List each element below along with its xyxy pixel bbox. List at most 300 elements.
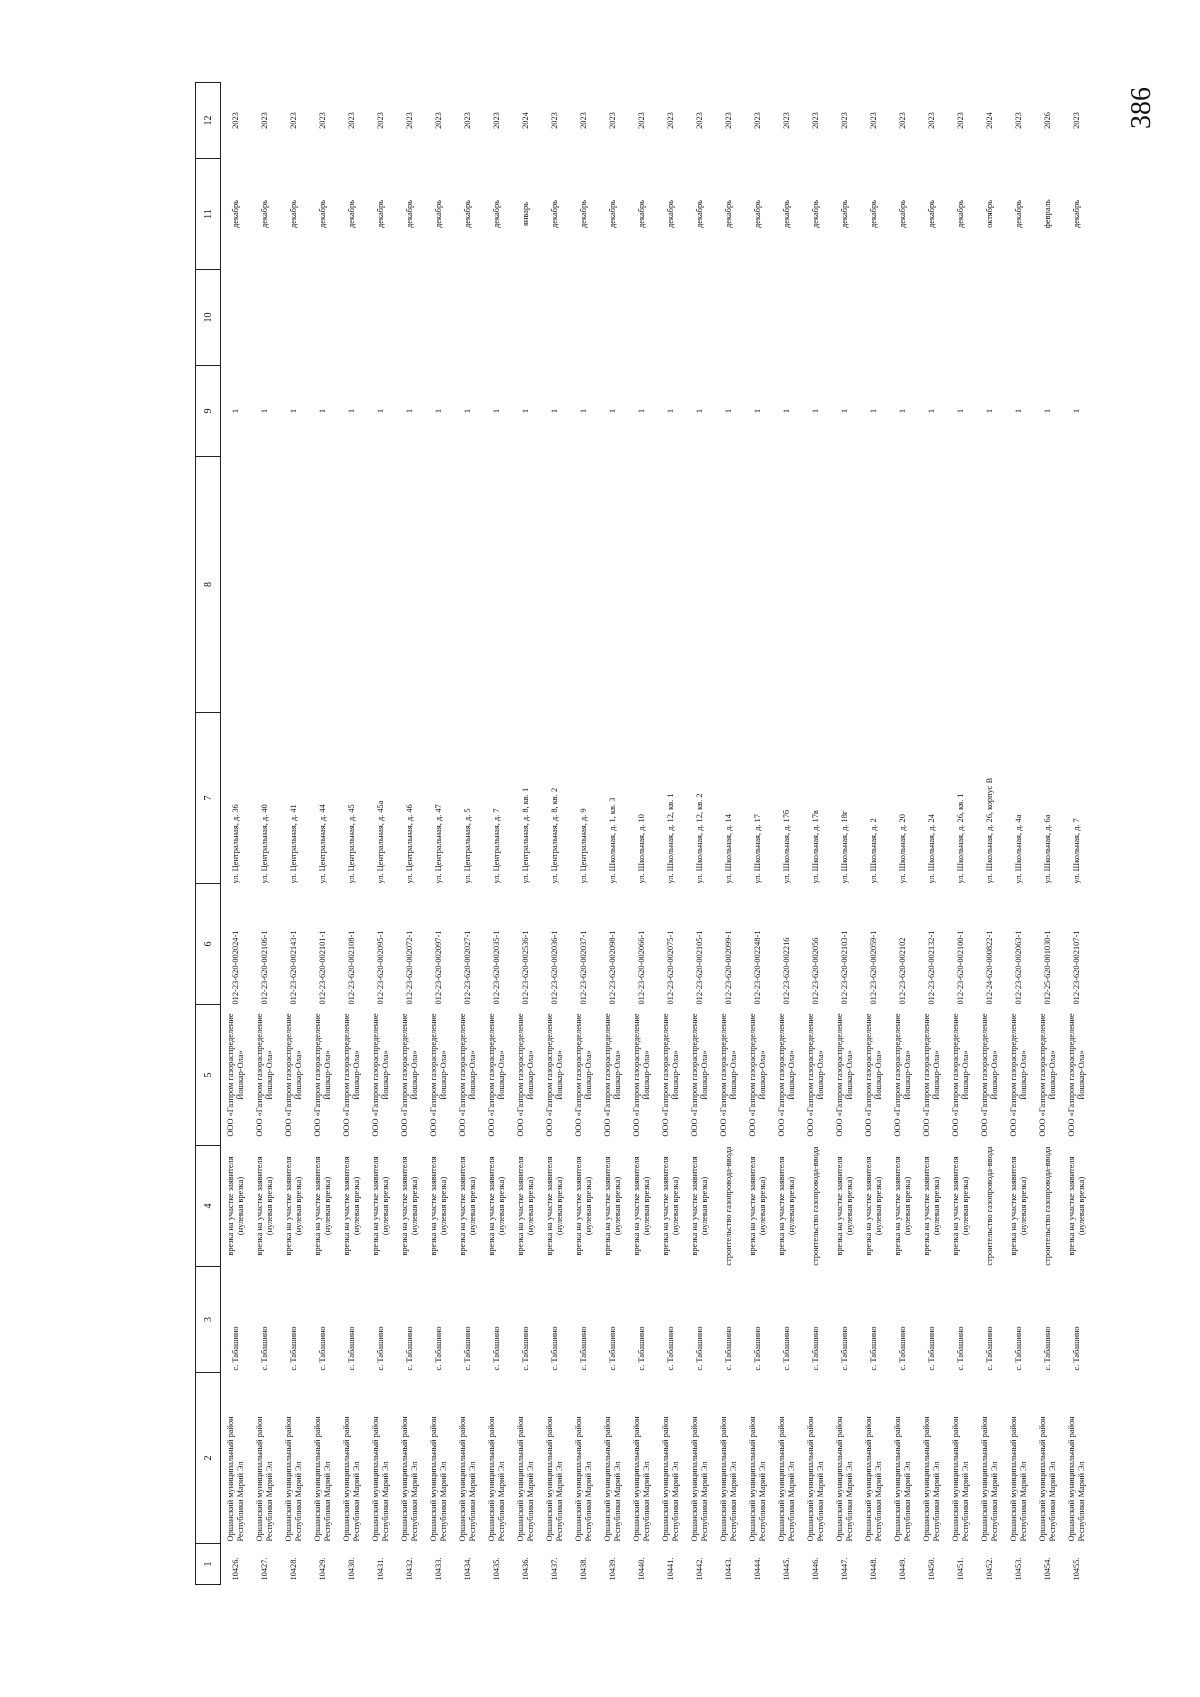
quantity-cell: 1	[375, 408, 385, 414]
work-type-cell: врезка на участке заявителя (нулевая врезка)	[922, 1156, 941, 1256]
col-header-1: 1	[196, 1544, 221, 1585]
empty-cell-8	[598, 457, 627, 713]
organization-cell: ООО «Газпром газораспределение Йошкар-Ола»	[632, 1013, 651, 1137]
address-cell: ул. Школьная, д. 2	[868, 818, 878, 884]
work-type-cell: врезка на участке заявителя (нулевая врезка)	[342, 1156, 361, 1256]
quantity-cell: 1	[346, 408, 356, 414]
locality-cell: с. Табашино	[665, 1326, 675, 1371]
table-row	[859, 83, 888, 1585]
locality-cell: с. Табашино	[520, 1326, 530, 1371]
address-cell: ул. Центральная, д. 40	[259, 804, 269, 884]
table-row	[917, 83, 946, 1585]
month-cell: декабрь	[375, 200, 385, 228]
year-cell: 2023	[897, 112, 907, 129]
address-cell: ул. Школьная, д. 4а	[1013, 814, 1023, 884]
empty-cell-8	[569, 457, 598, 713]
year-cell: 2026	[1042, 112, 1052, 129]
month-cell: декабрь	[230, 200, 240, 228]
col-header-11: 11	[196, 159, 221, 270]
work-type-cell: строительство газопровода-ввода	[984, 1146, 994, 1266]
locality-cell: с. Табашино	[578, 1326, 588, 1371]
work-type-cell: врезка на участке заявителя (нулевая врезка)	[661, 1156, 680, 1256]
row-number: 10444.	[752, 1557, 762, 1581]
row-number: 10450.	[926, 1557, 936, 1581]
organization-cell: ООО «Газпром газораспределение Йошкар-Ола»	[255, 1013, 274, 1137]
work-type-cell: врезка на участке заявителя (нулевая врезка)	[1009, 1156, 1028, 1256]
work-type-cell: врезка на участке заявителя (нулевая врезка)	[487, 1156, 506, 1256]
application-code-cell: 012-23-620-002102	[897, 937, 907, 1005]
organization-cell: ООО «Газпром газораспределение Йошкар-Ола»	[284, 1013, 303, 1137]
quantity-cell: 1	[694, 408, 704, 414]
empty-cell-8	[801, 457, 830, 713]
quantity-cell: 1	[404, 408, 414, 414]
empty-cell-10	[1062, 270, 1091, 366]
organization-cell: ООО «Газпром газораспределение Йошкар-Ола»	[487, 1013, 506, 1137]
table-row	[424, 83, 453, 1585]
organization-cell: ООО «Газпром газораспределение Йошкар-Ола»	[1067, 1013, 1086, 1137]
row-number: 10454.	[1042, 1557, 1052, 1581]
quantity-cell: 1	[317, 408, 327, 414]
empty-cell-10	[975, 270, 1004, 366]
month-cell: декабрь	[665, 200, 675, 228]
month-cell: февраль	[1042, 199, 1052, 229]
month-cell: декабрь	[549, 200, 559, 228]
year-cell: 2023	[317, 112, 327, 129]
empty-cell-10	[598, 270, 627, 366]
locality-cell: с. Табашино	[1042, 1326, 1052, 1371]
work-type-cell: врезка на участке заявителя (нулевая врезка)	[835, 1156, 854, 1256]
year-cell: 2023	[491, 112, 501, 129]
row-number: 10434.	[462, 1557, 472, 1581]
quantity-cell: 1	[839, 408, 849, 414]
empty-cell-8	[1004, 457, 1033, 713]
district-cell: Оршанский муниципальный район Республики Марий Эл	[284, 1416, 303, 1542]
table-row	[975, 83, 1004, 1585]
locality-cell: с. Табашино	[897, 1326, 907, 1371]
empty-cell-10	[569, 270, 598, 366]
empty-cell-8	[656, 457, 685, 713]
quantity-cell: 1	[230, 408, 240, 414]
work-type-cell: врезка на участке заявителя (нулевая врезка)	[371, 1156, 390, 1256]
row-number: 10440.	[636, 1557, 646, 1581]
application-code-cell: 012-25-620-001030-1	[1042, 930, 1052, 1005]
empty-cell-10	[424, 270, 453, 366]
year-cell: 2023	[868, 112, 878, 129]
year-cell: 2023	[694, 112, 704, 129]
quantity-cell: 1	[897, 408, 907, 414]
empty-cell-10	[250, 270, 279, 366]
row-number: 10427.	[259, 1557, 269, 1581]
empty-cell-10	[395, 270, 424, 366]
quantity-cell: 1	[491, 408, 501, 414]
address-cell: ул. Школьная, д. 17б	[781, 809, 791, 884]
empty-cell-10	[801, 270, 830, 366]
col-header-8: 8	[196, 457, 221, 713]
row-number: 10432.	[404, 1557, 414, 1581]
month-cell: декабрь	[897, 200, 907, 228]
district-cell: Оршанский муниципальный район Республики Марий Эл	[806, 1416, 825, 1542]
work-type-cell: строительство газопровода-ввода	[723, 1146, 733, 1266]
table-row	[1033, 83, 1062, 1585]
application-code-cell: 012-23-620-002536-1	[520, 930, 530, 1005]
application-code-cell: 012-23-620-002105-1	[694, 930, 704, 1005]
address-cell: ул. Школьная, д. 17	[752, 814, 762, 884]
work-type-cell: врезка на участке заявителя (нулевая врезка)	[545, 1156, 564, 1256]
address-cell: ул. Центральная, д. 8, кв. 2	[549, 787, 559, 884]
organization-cell: ООО «Газпром газораспределение Йошкар-Ола»	[545, 1013, 564, 1137]
district-cell: Оршанский муниципальный район Республики Марий Эл	[516, 1416, 535, 1542]
organization-cell: ООО «Газпром газораспределение Йошкар-Ола»	[371, 1013, 390, 1137]
locality-cell: с. Табашино	[288, 1326, 298, 1371]
month-cell: декабрь	[404, 200, 414, 228]
organization-cell: ООО «Газпром газораспределение Йошкар-Ола»	[719, 1013, 738, 1137]
empty-cell-10	[279, 270, 308, 366]
district-cell: Оршанский муниципальный район Республики Марий Эл	[632, 1416, 651, 1542]
application-code-cell: 012-23-620-002101-1	[317, 930, 327, 1005]
district-cell: Оршанский муниципальный район Республики Марий Эл	[690, 1416, 709, 1542]
district-cell: Оршанский муниципальный район Республики Марий Эл	[342, 1416, 361, 1542]
locality-cell: с. Табашино	[1013, 1326, 1023, 1371]
year-cell: 2024	[984, 112, 994, 129]
address-cell: ул. Школьная, д. 20	[897, 814, 907, 884]
district-cell: Оршанский муниципальный район Республики Марий Эл	[719, 1416, 738, 1542]
row-number: 10449.	[897, 1557, 907, 1581]
table-row	[482, 83, 511, 1585]
district-cell: Оршанский муниципальный район Республики Марий Эл	[661, 1416, 680, 1542]
locality-cell: с. Табашино	[1071, 1326, 1081, 1371]
month-cell: декабрь	[462, 200, 472, 228]
organization-cell: ООО «Газпром газораспределение Йошкар-Ола»	[429, 1013, 448, 1137]
quantity-cell: 1	[752, 408, 762, 414]
application-code-cell: 012-23-620-002107-1	[1071, 930, 1081, 1005]
work-type-cell: врезка на участке заявителя (нулевая врезка)	[226, 1156, 245, 1256]
table-row	[830, 83, 859, 1585]
empty-cell-8	[424, 457, 453, 713]
table-row	[221, 83, 251, 1585]
empty-cell-8	[1033, 457, 1062, 713]
empty-cell-10	[888, 270, 917, 366]
application-code-cell: 012-23-620-002108-1	[346, 930, 356, 1005]
year-cell: 2023	[1071, 112, 1081, 129]
application-code-cell: 012-23-620-002059-1	[868, 930, 878, 1005]
table-row	[627, 83, 656, 1585]
col-header-10: 10	[196, 270, 221, 366]
organization-cell: ООО «Газпром газораспределение Йошкар-Ола»	[748, 1013, 767, 1137]
address-cell: ул. Школьная, д. 12, кв. 1	[665, 793, 675, 884]
locality-cell: с. Табашино	[868, 1326, 878, 1371]
address-cell: ул. Школьная, д. 1, кв. 3	[607, 797, 617, 884]
organization-cell: ООО «Газпром газораспределение Йошкар-Ола»	[777, 1013, 796, 1137]
row-number: 10441.	[665, 1557, 675, 1581]
empty-cell-10	[482, 270, 511, 366]
year-cell: 2023	[810, 112, 820, 129]
locality-cell: с. Табашино	[433, 1326, 443, 1371]
quantity-cell: 1	[955, 408, 965, 414]
quantity-cell: 1	[781, 408, 791, 414]
empty-cell-10	[917, 270, 946, 366]
district-cell: Оршанский муниципальный район Республики Марий Эл	[922, 1416, 941, 1542]
empty-cell-10	[743, 270, 772, 366]
empty-cell-8	[743, 457, 772, 713]
locality-cell: с. Табашино	[491, 1326, 501, 1371]
row-number: 10429.	[317, 1557, 327, 1581]
table-row	[714, 83, 743, 1585]
year-cell: 2023	[955, 112, 965, 129]
application-code-cell: 012-23-620-002143-1	[288, 930, 298, 1005]
organization-cell: ООО «Газпром газораспределение Йошкар-Ола»	[922, 1013, 941, 1137]
row-number: 10428.	[288, 1557, 298, 1581]
application-code-cell: 012-23-620-002024-1	[230, 930, 240, 1005]
table-row	[1004, 83, 1033, 1585]
district-cell: Оршанский муниципальный район Республики Марий Эл	[951, 1416, 970, 1542]
row-number: 10433.	[433, 1557, 443, 1581]
address-cell: ул. Центральная, д. 41	[288, 804, 298, 884]
application-code-cell: 012-23-620-002098-1	[607, 930, 617, 1005]
empty-cell-10	[946, 270, 975, 366]
month-cell: декабрь	[317, 200, 327, 228]
application-code-cell: 012-23-620-002075-1	[665, 930, 675, 1005]
application-code-cell: 012-23-620-002036-1	[549, 930, 559, 1005]
district-cell: Оршанский муниципальный район Республики Марий Эл	[748, 1416, 767, 1542]
empty-cell-8	[975, 457, 1004, 713]
row-number: 10426.	[230, 1557, 240, 1581]
application-code-cell: 012-23-620-002056	[810, 937, 820, 1005]
district-cell: Оршанский муниципальный район Республики Марий Эл	[864, 1416, 883, 1542]
col-header-9: 9	[196, 366, 221, 457]
row-number: 10430.	[346, 1557, 356, 1581]
work-type-cell: врезка на участке заявителя (нулевая врезка)	[516, 1156, 535, 1256]
year-cell: 2023	[781, 112, 791, 129]
district-cell: Оршанский муниципальный район Республики Марий Эл	[429, 1416, 448, 1542]
address-cell: ул. Центральная, д. 44	[317, 804, 327, 884]
month-cell: декабрь	[433, 200, 443, 228]
quantity-cell: 1	[520, 408, 530, 414]
locality-cell: с. Табашино	[462, 1326, 472, 1371]
work-type-cell: врезка на участке заявителя (нулевая врезка)	[603, 1156, 622, 1256]
empty-cell-8	[511, 457, 540, 713]
page-number: 386	[1126, 87, 1157, 129]
address-cell: ул. Школьная, д. 6а	[1042, 814, 1052, 884]
address-cell: ул. Школьная, д. 10	[636, 814, 646, 884]
locality-cell: с. Табашино	[636, 1326, 646, 1371]
work-type-cell: врезка на участке заявителя (нулевая врезка)	[777, 1156, 796, 1256]
locality-cell: с. Табашино	[984, 1326, 994, 1371]
work-type-cell: врезка на участке заявителя (нулевая врезка)	[400, 1156, 419, 1256]
quantity-cell: 1	[462, 408, 472, 414]
address-cell: ул. Школьная, д. 26, кв. 1	[955, 793, 965, 884]
rotated-table-container	[195, 95, 1155, 1585]
table-row	[453, 83, 482, 1585]
work-type-cell: врезка на участке заявителя (нулевая врезка)	[313, 1156, 332, 1256]
row-number: 10452.	[984, 1557, 994, 1581]
month-cell: декабрь	[1071, 200, 1081, 228]
empty-cell-10	[859, 270, 888, 366]
address-cell: ул. Школьная, д. 26, корпус В	[984, 777, 994, 884]
year-cell: 2023	[1013, 112, 1023, 129]
year-cell: 2023	[578, 112, 588, 129]
application-code-cell: 012-23-620-002248-1	[752, 930, 762, 1005]
year-cell: 2023	[665, 112, 675, 129]
empty-cell-8	[453, 457, 482, 713]
district-cell: Оршанский муниципальный район Республики Марий Эл	[313, 1416, 332, 1542]
address-cell: ул. Школьная, д. 17в	[810, 810, 820, 884]
quantity-cell: 1	[259, 408, 269, 414]
row-number: 10455.	[1071, 1557, 1081, 1581]
row-number: 10451.	[955, 1557, 965, 1581]
quantity-cell: 1	[665, 408, 675, 414]
locality-cell: с. Табашино	[259, 1326, 269, 1371]
locality-cell: с. Табашино	[317, 1326, 327, 1371]
quantity-cell: 1	[1042, 408, 1052, 414]
work-type-cell: строительство газопровода-ввода	[1042, 1146, 1052, 1266]
application-code-cell: 012-23-620-002099-1	[723, 930, 733, 1005]
header-row	[196, 83, 221, 1585]
table-row	[888, 83, 917, 1585]
empty-cell-10	[714, 270, 743, 366]
gas-connection-table	[195, 82, 1091, 1585]
organization-cell: ООО «Газпром газораспределение Йошкар-Ола»	[864, 1013, 883, 1137]
month-cell: декабрь	[955, 200, 965, 228]
empty-cell-8	[888, 457, 917, 713]
organization-cell: ООО «Газпром газораспределение Йошкар-Ола»	[516, 1013, 535, 1137]
table-row	[540, 83, 569, 1585]
empty-cell-8	[946, 457, 975, 713]
year-cell: 2024	[520, 112, 530, 129]
district-cell: Оршанский муниципальный район Республики Марий Эл	[980, 1416, 999, 1542]
organization-cell: ООО «Газпром газораспределение Йошкар-Ола»	[1038, 1013, 1057, 1137]
locality-cell: с. Табашино	[694, 1326, 704, 1371]
application-code-cell: 012-23-620-002103-1	[839, 930, 849, 1005]
organization-cell: ООО «Газпром газораспределение Йошкар-Ола»	[893, 1013, 912, 1137]
table-row	[743, 83, 772, 1585]
work-type-cell: врезка на участке заявителя (нулевая врезка)	[574, 1156, 593, 1256]
empty-cell-10	[772, 270, 801, 366]
month-cell: декабрь	[752, 200, 762, 228]
month-cell: декабрь	[723, 200, 733, 228]
empty-cell-10	[453, 270, 482, 366]
quantity-cell: 1	[433, 408, 443, 414]
district-cell: Оршанский муниципальный район Республики Марий Эл	[545, 1416, 564, 1542]
row-number: 10448.	[868, 1557, 878, 1581]
col-header-5: 5	[196, 1005, 221, 1146]
empty-cell-8	[627, 457, 656, 713]
quantity-cell: 1	[868, 408, 878, 414]
address-cell: ул. Центральная, д. 9	[578, 808, 588, 884]
table-body	[221, 83, 1092, 1585]
empty-cell-8	[772, 457, 801, 713]
quantity-cell: 1	[636, 408, 646, 414]
organization-cell: ООО «Газпром газораспределение Йошкар-Ола»	[980, 1013, 999, 1137]
col-header-4: 4	[196, 1146, 221, 1267]
empty-cell-8	[714, 457, 743, 713]
empty-cell-8	[279, 457, 308, 713]
table-row	[598, 83, 627, 1585]
address-cell: ул. Центральная, д. 45а	[375, 800, 385, 884]
year-cell: 2023	[346, 112, 356, 129]
empty-cell-10	[337, 270, 366, 366]
locality-cell: с. Табашино	[752, 1326, 762, 1371]
month-cell: декабрь	[839, 200, 849, 228]
month-cell: октябрь	[984, 200, 994, 228]
quantity-cell: 1	[549, 408, 559, 414]
col-header-2: 2	[196, 1373, 221, 1544]
table-row	[395, 83, 424, 1585]
locality-cell: с. Табашино	[230, 1326, 240, 1371]
district-cell: Оршанский муниципальный район Республики Марий Эл	[1067, 1416, 1086, 1542]
quantity-cell: 1	[1071, 408, 1081, 414]
district-cell: Оршанский муниципальный район Республики Марий Эл	[226, 1416, 245, 1542]
quantity-cell: 1	[723, 408, 733, 414]
district-cell: Оршанский муниципальный район Республики Марий Эл	[400, 1416, 419, 1542]
table-row	[279, 83, 308, 1585]
row-number: 10442.	[694, 1557, 704, 1581]
year-cell: 2023	[926, 112, 936, 129]
year-cell: 2023	[636, 112, 646, 129]
row-number: 10438.	[578, 1557, 588, 1581]
application-code-cell: 012-23-620-002106-1	[259, 930, 269, 1005]
address-cell: ул. Центральная, д. 36	[230, 804, 240, 884]
district-cell: Оршанский муниципальный район Республики Марий Эл	[1038, 1416, 1057, 1542]
empty-cell-10	[1033, 270, 1062, 366]
address-cell: ул. Центральная, д. 7	[491, 808, 501, 884]
month-cell: декабрь	[868, 200, 878, 228]
month-cell: декабрь	[1013, 200, 1023, 228]
organization-cell: ООО «Газпром газораспределение Йошкар-Ола»	[313, 1013, 332, 1137]
empty-cell-8	[337, 457, 366, 713]
application-code-cell: 012-23-620-002072-1	[404, 930, 414, 1005]
row-number: 10437.	[549, 1557, 559, 1581]
quantity-cell: 1	[810, 408, 820, 414]
quantity-cell: 1	[984, 408, 994, 414]
empty-cell-8	[221, 457, 251, 713]
organization-cell: ООО «Газпром газораспределение Йошкар-Ола»	[458, 1013, 477, 1137]
table-row	[1062, 83, 1091, 1585]
year-cell: 2023	[230, 112, 240, 129]
locality-cell: с. Табашино	[781, 1326, 791, 1371]
empty-cell-8	[366, 457, 395, 713]
year-cell: 2023	[549, 112, 559, 129]
address-cell: ул. Школьная, д. 24	[926, 814, 936, 884]
quantity-cell: 1	[926, 408, 936, 414]
col-header-3: 3	[196, 1267, 221, 1373]
address-cell: ул. Центральная, д. 46	[404, 804, 414, 884]
application-code-cell: 012-23-620-002063-1	[1013, 930, 1023, 1005]
quantity-cell: 1	[578, 408, 588, 414]
month-cell: декабрь	[607, 200, 617, 228]
empty-cell-10	[366, 270, 395, 366]
work-type-cell: врезка на участке заявителя (нулевая врезка)	[429, 1156, 448, 1256]
application-code-cell: 012-23-620-002100-1	[955, 930, 965, 1005]
district-cell: Оршанский муниципальный район Республики Марий Эл	[1009, 1416, 1028, 1542]
year-cell: 2023	[723, 112, 733, 129]
empty-cell-8	[830, 457, 859, 713]
organization-cell: ООО «Газпром газораспределение Йошкар-Ола»	[603, 1013, 622, 1137]
table-row	[308, 83, 337, 1585]
locality-cell: с. Табашино	[955, 1326, 965, 1371]
table-row	[250, 83, 279, 1585]
year-cell: 2023	[259, 112, 269, 129]
row-number: 10443.	[723, 1557, 733, 1581]
application-code-cell: 012-23-620-002035-1	[491, 930, 501, 1005]
year-cell: 2023	[607, 112, 617, 129]
organization-cell: ООО «Газпром газораспределение Йошкар-Ола»	[835, 1013, 854, 1137]
district-cell: Оршанский муниципальный район Республики Марий Эл	[603, 1416, 622, 1542]
application-code-cell: 012-23-620-002037-1	[578, 930, 588, 1005]
work-type-cell: врезка на участке заявителя (нулевая врезка)	[284, 1156, 303, 1256]
table-row	[337, 83, 366, 1585]
quantity-cell: 1	[607, 408, 617, 414]
organization-cell: ООО «Газпром газораспределение Йошкар-Ола»	[400, 1013, 419, 1137]
